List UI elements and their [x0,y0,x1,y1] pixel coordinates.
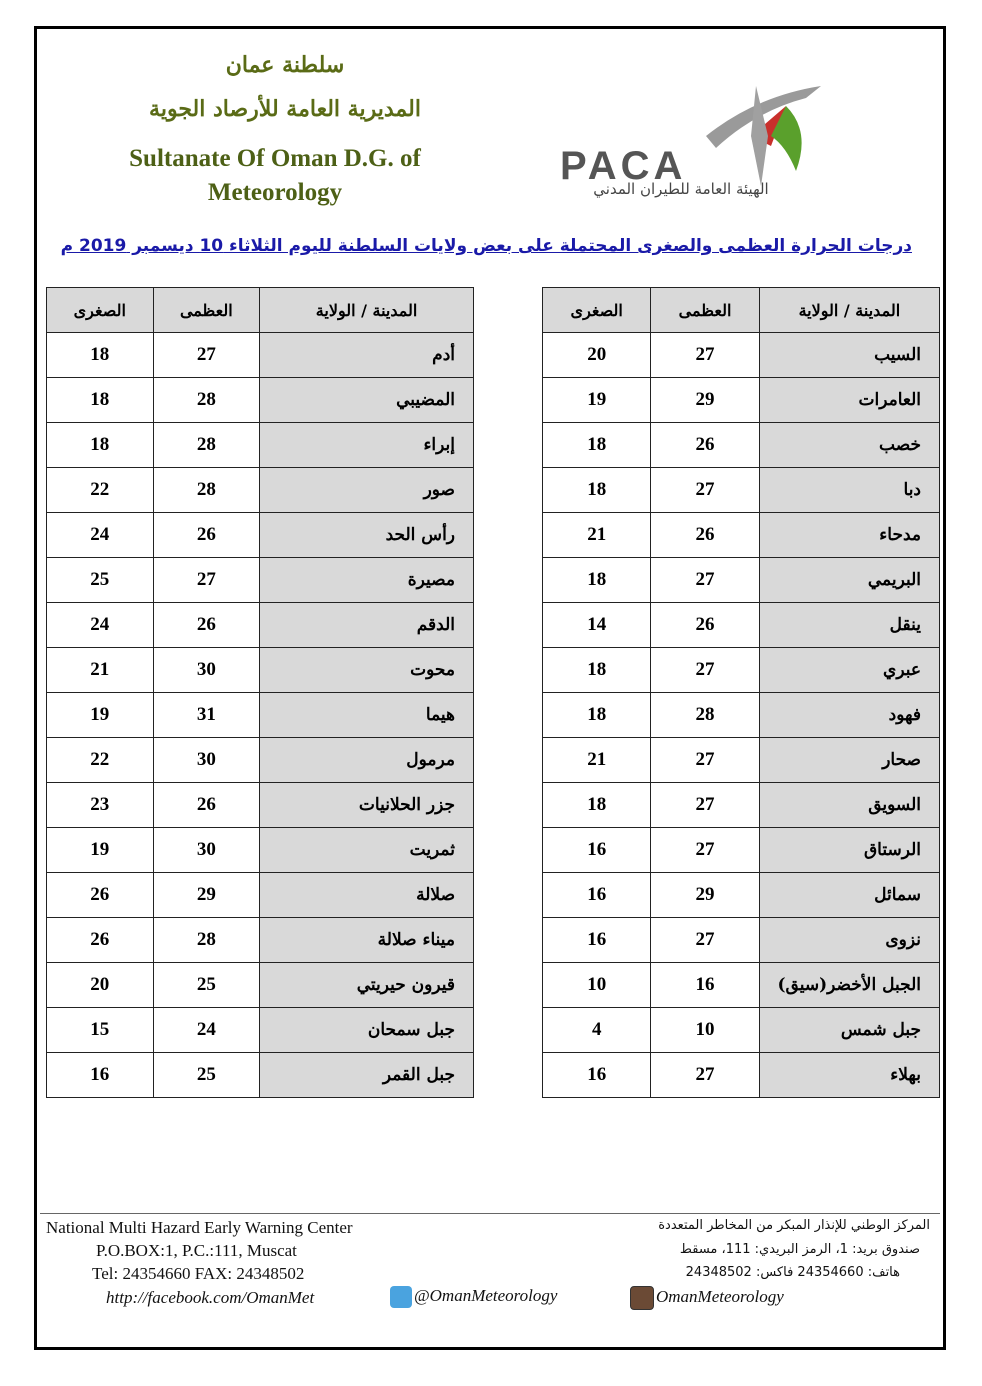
min-temp-cell: 26 [47,873,154,918]
city-cell: الرستاق [759,828,939,873]
max-temp-cell: 29 [651,378,759,423]
min-temp-cell: 19 [47,693,154,738]
footer-po-en: P.O.BOX:1, P.C.:111, Muscat [96,1241,297,1260]
city-cell: السويق [759,783,939,828]
max-temp-cell: 26 [153,783,260,828]
table-row [543,783,940,828]
max-temp-cell: 29 [651,873,759,918]
english-title-line2: Meteorology [207,179,343,206]
min-temp-cell: 18 [543,783,651,828]
table-row [543,918,940,963]
max-temp-cell: 26 [651,423,759,468]
min-temp-cell: 18 [47,378,154,423]
max-temp-cell: 27 [651,828,759,873]
min-temp-cell: 22 [47,468,154,513]
max-temp-cell: 26 [651,513,759,558]
max-temp-cell: 24 [153,1008,260,1053]
min-temp-cell: 18 [543,558,651,603]
min-temp-cell: 22 [47,738,154,783]
header-city: المدينة / الولاية [759,288,939,333]
table-row [47,963,474,1008]
instagram-handle: OmanMeteorology [656,1286,784,1306]
left-temperature-table [46,287,474,1098]
paca-logo-arabic: الهيئة العامة للطيران المدني [593,180,769,198]
min-temp-cell: 24 [47,603,154,648]
max-temp-cell: 27 [153,558,260,603]
max-temp-cell: 27 [651,558,759,603]
city-cell: صور [260,468,474,513]
city-cell: خصب [759,423,939,468]
footer-center-en: National Multi Hazard Early Warning Center [46,1218,353,1237]
english-title-line1: Sultanate Of Oman D.G. of [129,145,421,172]
table-row [47,828,474,873]
table-row [47,513,474,558]
city-cell: جبل شمس [759,1008,939,1053]
city-cell: نزوى [759,918,939,963]
min-temp-cell: 18 [543,648,651,693]
max-temp-cell: 30 [153,738,260,783]
arabic-directorate-name: المديرية العامة للأرصاد الجوية [149,96,421,122]
max-temp-cell: 25 [153,963,260,1008]
table-row [47,918,474,963]
max-temp-cell: 16 [651,963,759,1008]
min-temp-cell: 4 [543,1008,651,1053]
city-cell: دبا [759,468,939,513]
right-temperature-table [542,287,940,1098]
table-row [543,963,940,1008]
min-temp-cell: 10 [543,963,651,1008]
table-row [47,603,474,648]
city-cell: البريمي [759,558,939,603]
max-temp-cell: 31 [153,693,260,738]
table-row [47,333,474,378]
city-cell: فهود [759,693,939,738]
min-temp-cell: 16 [543,918,651,963]
twitter-handle: @OmanMeteorology [414,1286,558,1305]
table-row [47,558,474,603]
max-temp-cell: 25 [153,1053,260,1098]
table-row [543,603,940,648]
min-temp-cell: 18 [47,423,154,468]
min-temp-cell: 21 [543,513,651,558]
min-temp-cell: 20 [543,333,651,378]
city-cell: ثمريت [260,828,474,873]
max-temp-cell: 29 [153,873,260,918]
max-temp-cell: 28 [651,693,759,738]
footer-po-ar: صندوق بريد: 1، الرمز البريدي: 111، مسقط [679,1242,920,1257]
table-row [543,1008,940,1053]
max-temp-cell: 26 [153,513,260,558]
twitter-icon [390,1286,412,1308]
header-city: المدينة / الولاية [260,288,474,333]
city-cell: سمائل [759,873,939,918]
max-temp-cell: 27 [651,738,759,783]
table-row [543,873,940,918]
city-cell: رأس الحد [260,513,474,558]
max-temp-cell: 30 [153,828,260,873]
city-cell: مدحاء [759,513,939,558]
max-temp-cell: 27 [651,468,759,513]
min-temp-cell: 25 [47,558,154,603]
table-row [47,693,474,738]
max-temp-cell: 10 [651,1008,759,1053]
city-cell: إبراء [260,423,474,468]
city-cell: أدم [260,333,474,378]
max-temp-cell: 26 [651,603,759,648]
city-cell: هيما [260,693,474,738]
min-temp-cell: 16 [47,1053,154,1098]
city-cell: محوت [260,648,474,693]
table-row [543,828,940,873]
city-cell: المضيبي [260,378,474,423]
min-temp-cell: 18 [47,333,154,378]
max-temp-cell: 28 [153,918,260,963]
table-row [47,738,474,783]
min-temp-cell: 21 [47,648,154,693]
table-row [47,1053,474,1098]
min-temp-cell: 21 [543,738,651,783]
city-cell: بهلاء [759,1053,939,1098]
min-temp-cell: 16 [543,1053,651,1098]
max-temp-cell: 27 [153,333,260,378]
footer-tel-en: Tel: 24354660 FAX: 24348502 [92,1264,305,1283]
city-cell: مرمول [260,738,474,783]
max-temp-cell: 28 [153,378,260,423]
city-cell: السيب [759,333,939,378]
paca-logo-text: PACA [560,144,687,188]
arabic-country-name: سلطنة عمان [225,52,345,78]
min-temp-cell: 15 [47,1008,154,1053]
table-row [543,468,940,513]
table-row [543,693,940,738]
instagram-icon [630,1286,654,1310]
city-cell: صحار [759,738,939,783]
min-temp-cell: 18 [543,468,651,513]
table-row [47,423,474,468]
city-cell: جزر الحلانيات [260,783,474,828]
table-row [543,423,940,468]
city-cell: صلالة [260,873,474,918]
table-row [47,468,474,513]
city-cell: ميناء صلالة [260,918,474,963]
header-max: العظمى [153,288,260,333]
table-row [543,513,940,558]
city-cell: الجبل الأخضر(سيق) [759,963,939,1008]
min-temp-cell: 20 [47,963,154,1008]
page-headline: درجات الحرارة العظمى والصغرى المحتملة على بعض ولايات السلطنة لليوم الثلاثاء 10 ديسمبر 2019 م [60,236,912,256]
table-row [543,1053,940,1098]
min-temp-cell: 26 [47,918,154,963]
min-temp-cell: 16 [543,828,651,873]
max-temp-cell: 27 [651,648,759,693]
max-temp-cell: 27 [651,783,759,828]
header-min: الصغرى [543,288,651,333]
instagram-link[interactable] [630,1286,784,1310]
max-temp-cell: 26 [153,603,260,648]
footer-divider [40,1213,940,1214]
city-cell: الدقم [260,603,474,648]
max-temp-cell: 27 [651,918,759,963]
min-temp-cell: 23 [47,783,154,828]
city-cell: العامرات [759,378,939,423]
facebook-link[interactable]: http://facebook.com/OmanMet [106,1288,315,1307]
table-row [543,738,940,783]
footer-center-ar: المركز الوطني للإنذار المبكر من المخاطر المتعددة [658,1218,930,1233]
min-temp-cell: 19 [47,828,154,873]
city-cell: عبري [759,648,939,693]
city-cell: مصيرة [260,558,474,603]
min-temp-cell: 14 [543,603,651,648]
max-temp-cell: 28 [153,423,260,468]
min-temp-cell: 19 [543,378,651,423]
city-cell: جبل القمر [260,1053,474,1098]
city-cell: قيرون حيريتي [260,963,474,1008]
table-row [47,783,474,828]
header-min: الصغرى [47,288,154,333]
table-row [47,1008,474,1053]
city-cell: ينقل [759,603,939,648]
max-temp-cell: 28 [153,468,260,513]
max-temp-cell: 27 [651,1053,759,1098]
max-temp-cell: 27 [651,333,759,378]
table-row [47,648,474,693]
city-cell: جبل سمحان [260,1008,474,1053]
table-row [543,378,940,423]
min-temp-cell: 16 [543,873,651,918]
table-row [543,648,940,693]
min-temp-cell: 24 [47,513,154,558]
header-max: العظمى [651,288,759,333]
min-temp-cell: 18 [543,423,651,468]
table-row [543,558,940,603]
table-row [47,378,474,423]
table-row [543,333,940,378]
min-temp-cell: 18 [543,693,651,738]
max-temp-cell: 30 [153,648,260,693]
twitter-link[interactable] [390,1286,557,1308]
table-row [47,873,474,918]
footer-tel-ar: هاتف: 24354660 فاكس: 24348502 [685,1265,900,1280]
